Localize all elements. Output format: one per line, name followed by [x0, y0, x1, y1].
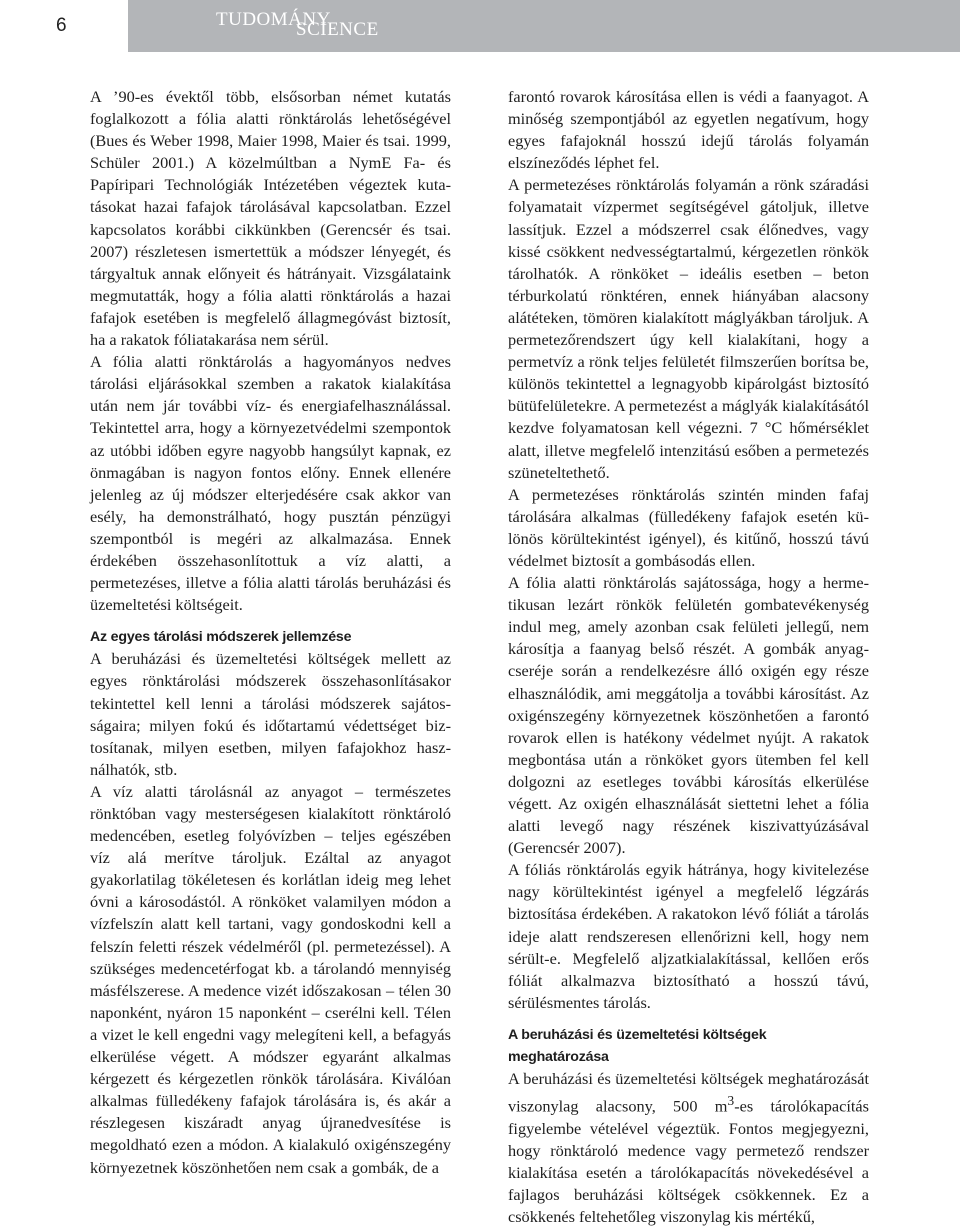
page-number: 6	[0, 0, 128, 52]
superscript: 3	[727, 1093, 735, 1109]
left-column	[90, 86, 451, 1179]
paragraph: A fóliás rönktárolás egyik hátránya, hogy kivitelezése nagy körültekintést igényel a megfelelő légzárás biztosítása érdekében. A rakatokon lévő fóliát a tárolás ideje alatt rendszeresen ellenőrizni kell, hogy nem sérült-e. Megfelelő aljzatkialakítással, kellően erős fóliát alkalmazva biztosítható a hosszú távú, sérülésmentes tárolás.	[508, 860, 869, 1012]
right-column	[508, 86, 869, 1228]
paragraph: A beruházási és üzemeltetési költségek mellett az egyes rönktárolási módszerek összehasonlításakor tekintettel kell lenni a tárolási módszerek sajátosságaira; milyen fokú és időtartamú védettséget biztosítanak, milyen esetben, milyen fafajokhoz használhatók, stb.	[90, 649, 451, 779]
paragraph: A ’90-es évektől több, elsősorban német kutatás foglalkozott a fólia alatti rönktárolás lehetőségével (Bues és Weber 1998, Maier 1998, Maier és tsai. 1999, Schüler 2001.) A közelmúltban a NymE Fa- és Papíripari Technológiák Intézetében végeztek kutatásokat hazai fafajok tárolásával kapcsolatban. Ezzel kapcsolatos korábbi cikkünkben (Gerencsér és tsai. 2007) részletesen ismertettük a módszer lényegét, és tárgyaltuk annak előnyeit és hátrányait. Vizsgálataink megmutatták, hogy a fólia alatti rönktárolás a hazai fafajok esetében is megfelelő állagmegóvást biztosít, ha a rakatok fóliatakarása nem sérül.	[90, 87, 451, 350]
paragraph: A fólia alatti rönktárolás sajátossága, hogy a hermetikusan lezárt rönkök felületén gombatevékenység indul meg, amely azonban csak felületi jellegű, nem károsítja a faanyag belső részét. A gombák anyagcseréje során a rendelkezésre álló oxigén egy része elhasználódik, ami meggátolja a további károsítást. Az oxigénszegény környezetnek köszönhetően a farontó rovarok ellen is hatékony védelmet nyújt. A rakatok megbontása után a rönköket gyors ütemben fel kell dolgozni az esetleges további károsítás elkerülése végett. Az oxigén elhasználását siettetni lehet a fólia alatti levegő nagy részének kiszivattyúzásával (Gerencsér 2007).	[508, 573, 869, 858]
section-title: TUDOMÁNY	[216, 9, 331, 30]
paragraph	[508, 1068, 869, 1228]
paragraph: A permetezéses rönktárolás folyamán a rönk száradási folyamatait vízpermet segítségével gátoljuk, illetve lassítjuk. Ezzel a módszerrel csak élőnedves, vagy kissé csökkent nedvességtartalmú, kérgezetlen rönkök tárolhatók. A rönköket – ideális esetben – beton térburkolatú rönktéren, ennek hiányában alacsony alátéteken, tömören kialakított máglyákban tároljuk. A permetezőrendszert úgy kell kialakítani, hogy a permetvíz a rönk teljes felületét filmszerűen borítsa be, különös tekintettel a legnagyobb kipárolgást biztosító bütüfelületekre. A permetezést a máglyák kialakításától kezdve folyamatosan kell végezni. 7 °C hőmérséklet alatt, illetve megfelelő intenzitású esőben a permetezés szüneteltethető.	[508, 175, 869, 482]
section-heading: Az egyes tárolási módszerek jellemzése	[90, 629, 352, 646]
paragraph: A permetezéses rönktárolás szintén minden fafaj tárolására alkalmas (fülledékeny fafajok esetén különös körültekintést igényel), és kitűnő, hosszú távú védelmet biztosít a gombásodás ellen.	[508, 484, 869, 570]
paragraph-text: A beruházási és üzemeltetési költségek meghatározását viszonylag alacsony, 500 m	[508, 1069, 869, 1116]
paragraph: A víz alatti tárolásnál az anyagot – természetes rönktóban vagy mesterségesen kialakított rönktároló medencében, esetleg folyóvízben – teljes egészében víz alá merítve tároljuk. Ezáltal az anyagot gyakorlatilag tökéletesen és korlátlan ideig meg lehet óvni a károsodástól. A rönköket valamilyen módon a vízfelszín alatt kell tartani, vagy gondoskodni kell a felszín feletti részek védelméről (pl. permetezéssel). A szükséges medencetérfogat kb. a tárolandó mennyiség másfélszerese. A medence vizét időszakosan – télen 30 naponként, nyáron 15 naponként – cserélni kell. Télen a vizet le kell engedni vagy melegíteni kell, a befagyás elkerülése végett. A módszer egyaránt alkalmas kérgezett és kérgezetlen rönkök tárolására. Kiválóan alkalmas fülledékeny fafajok tárolására is, és akár a részlegesen kiszáradt anyag újranedvesítése is megoldható ezen a módon. A kialakuló oxigénszegény környezetnek köszönhetően nem csak a gombák, de a	[90, 781, 451, 1177]
section-heading: A beruházási és üzemeltetési költségek meghatározása	[508, 1026, 767, 1066]
section-band	[128, 0, 960, 52]
page-header	[0, 0, 960, 52]
paragraph-text: -es tárolókapacítás figyelembe vételével végeztük. Fontos megjegyezni, hogy rönktároló medence vagy permetező rendszer kialakítása esetén a tárolókapacítás növekedésével a fajlagos beruházási költségek csökkennek. Ez a csökkenés feltehetőleg viszonylag kis mértékű,	[508, 1096, 869, 1227]
section-subtitle: SCIENCE	[296, 19, 379, 40]
paragraph: A fólia alatti rönktárolás a hagyományos nedves tárolási eljárásokkal szemben a rakatok kialakítása után nem jár további víz- és energiafelhasználással. Tekintettel arra, hogy a környezetvédelmi szempontok az utóbbi időben egyre nagyobb hangsúlyt kapnak, ez önmagában is nagyon fontos előny. Ennek ellenére jelenleg az új módszer elterjedésére csak akkor van esély, ha demonstrálható, hogy pusztán pénzügyi szempontból is megéri az alkalmazása. Ennek érdekében összehasonlítottuk a víz alatti, a permetezéses, illetve a fólia alatti tárolás beruházási és üzemeltetési költségeit.	[90, 352, 451, 615]
paragraph: farontó rovarok károsítása ellen is védi a faanyagot. A minőség szempontjából az egyetlen negatívum, hogy egyes fafajoknál hosszú idejű tárolás folyamán elszíneződés léphet fel.	[508, 87, 869, 173]
